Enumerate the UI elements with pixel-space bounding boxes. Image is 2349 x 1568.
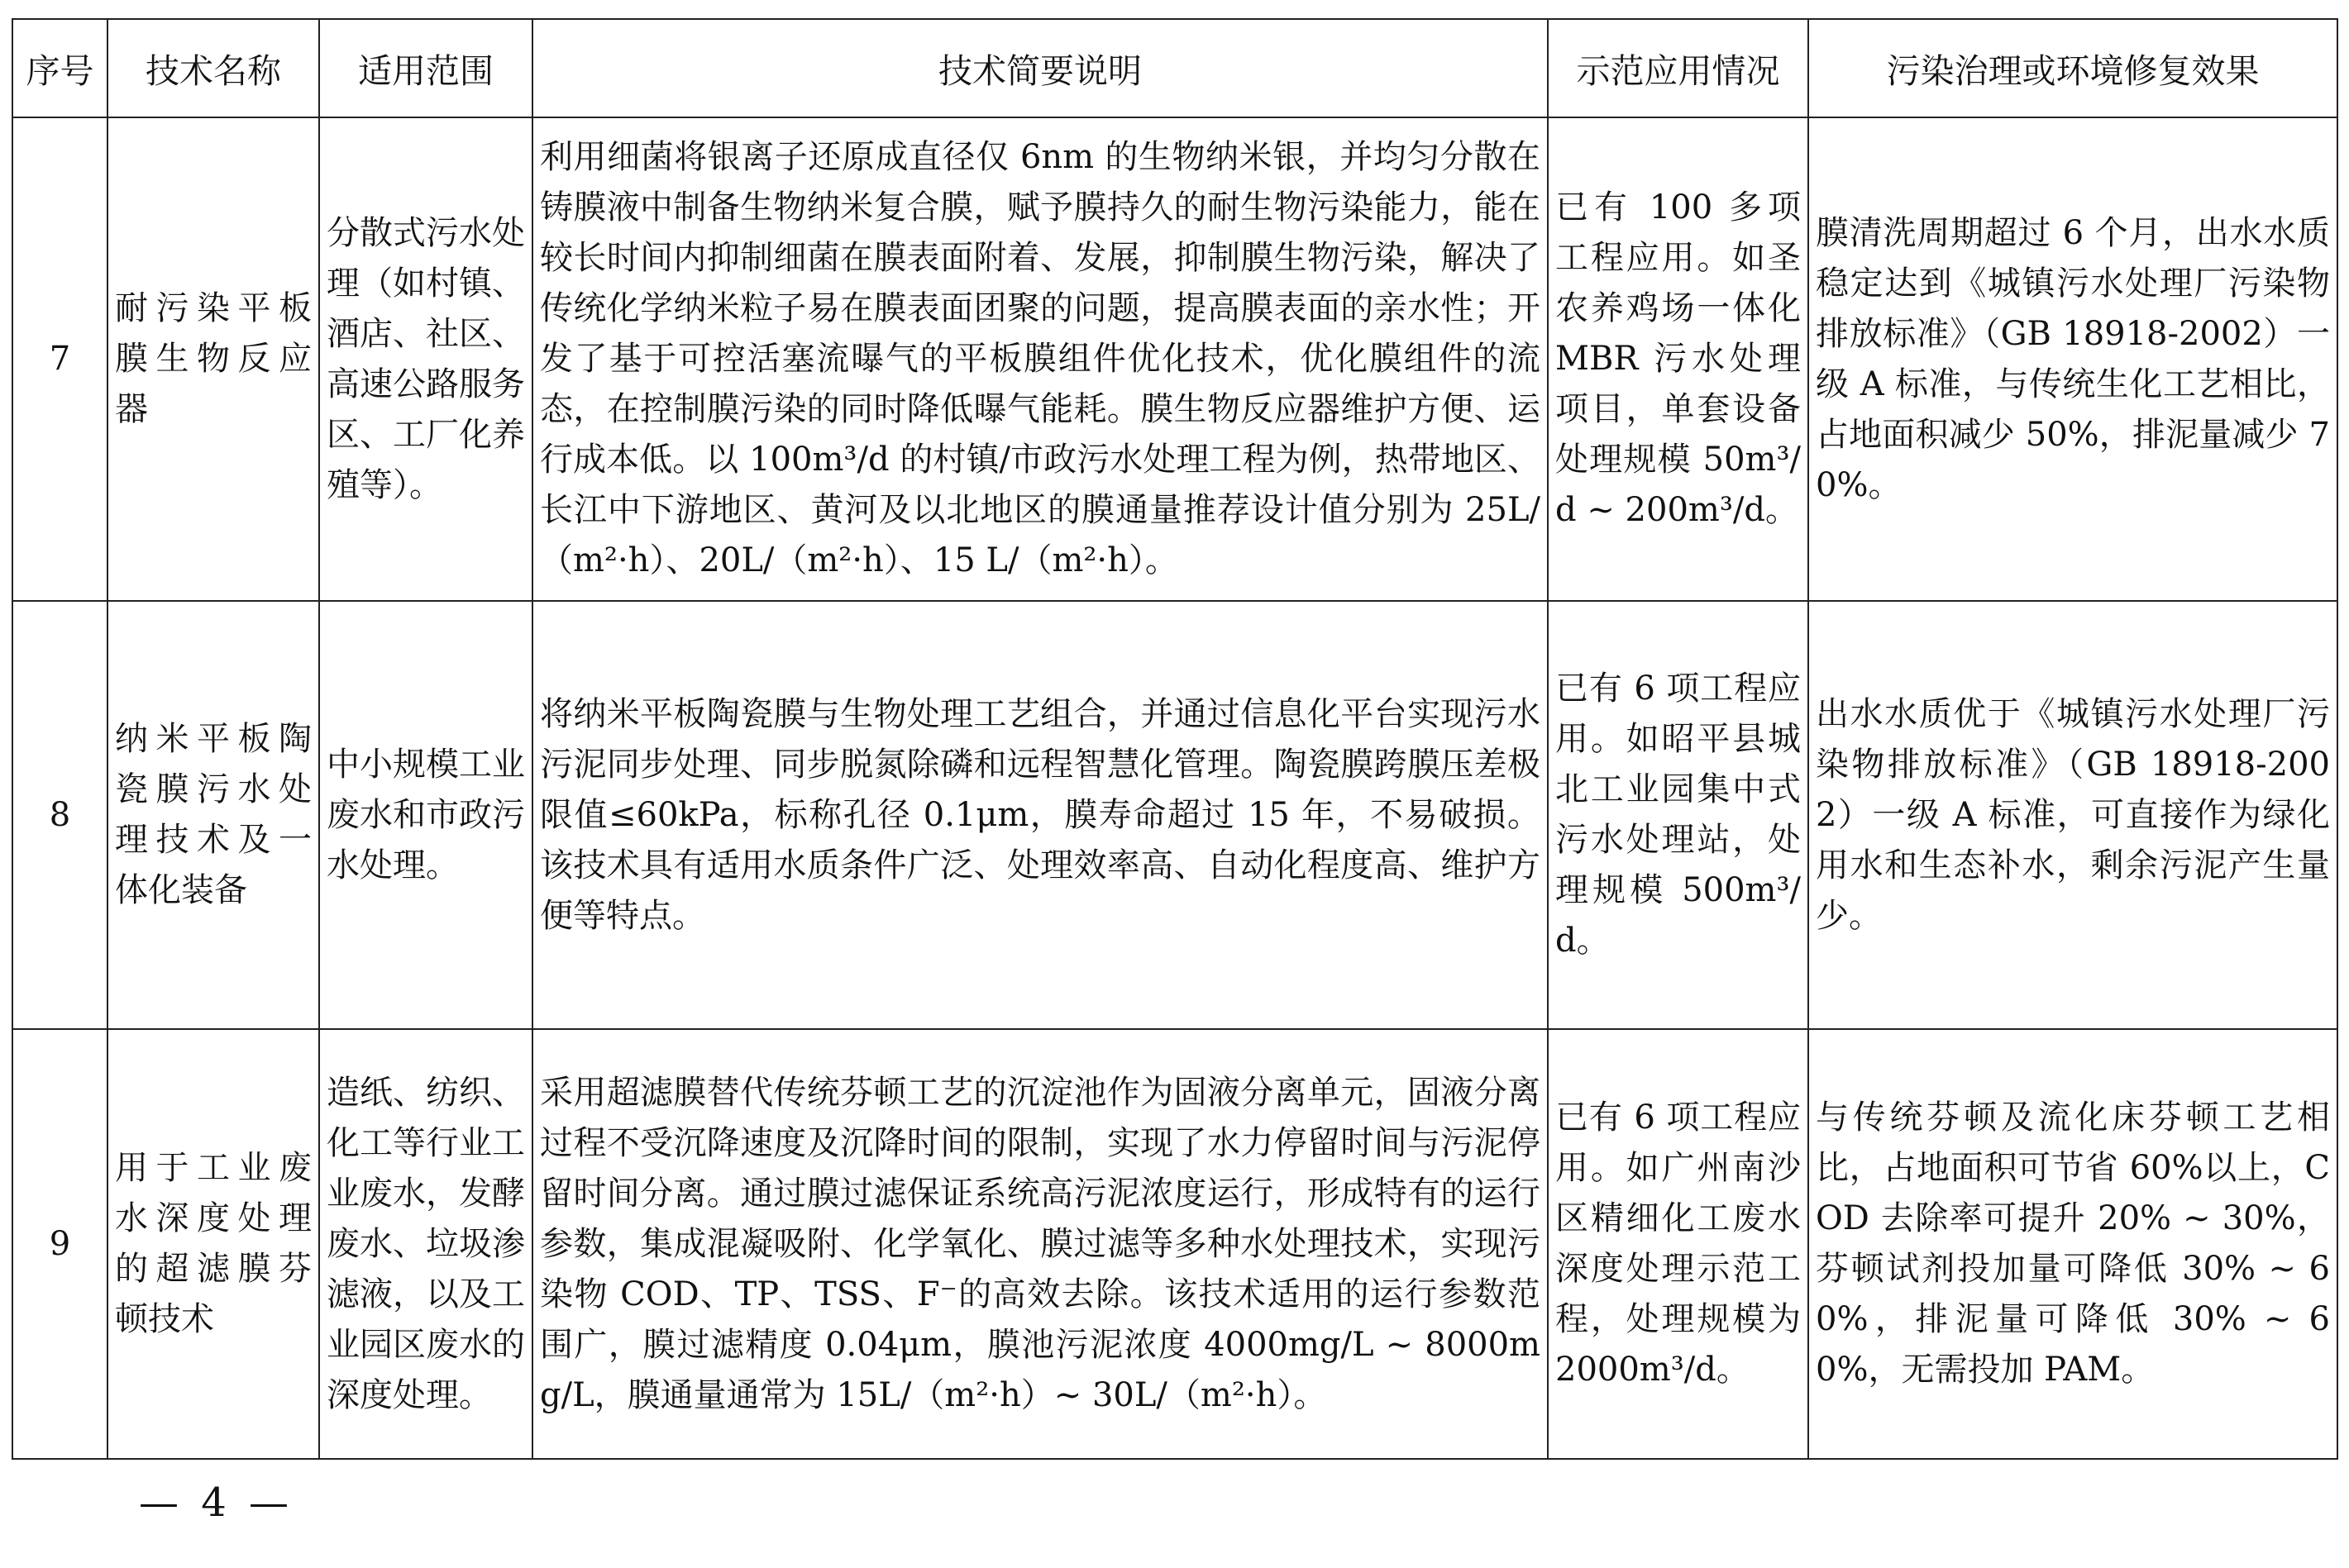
row-number: 9 <box>12 1029 107 1459</box>
effect-cell: 膜清洗周期超过 6 个月，出水水质稳定达到《城镇污水处理厂污染物排放标准》（GB 18918-2002）一级 A 标准，与传统生化工艺相比，占地面积减少 50%，排泥量减少 70%。 <box>1808 117 2337 601</box>
header-scope: 适用范围 <box>319 19 532 117</box>
header-effect: 污染治理或环境修复效果 <box>1808 19 2337 117</box>
header-description: 技术简要说明 <box>532 19 1548 117</box>
table-row <box>12 601 2337 1029</box>
page-number: — 4 — <box>139 1480 294 1526</box>
technology-table <box>12 18 2338 1460</box>
effect-cell: 与传统芬顿及流化床芬顿工艺相比，占地面积可节省 60%以上，COD 去除率可提升 20% ~ 30%，芬顿试剂投加量可降低 30% ~ 60%，排泥量可降低 30% ~ 60%，无需投加 PAM。 <box>1808 1029 2337 1459</box>
scope-cell: 中小规模工业废水和市政污水处理。 <box>319 601 532 1029</box>
tech-name-cell: 用于工业废水深度处理的超滤膜芬顿技术 <box>107 1029 319 1459</box>
row-number: 8 <box>12 601 107 1029</box>
tech-name-cell: 纳米平板陶瓷膜污水处理技术及一体化装备 <box>107 601 319 1029</box>
effect-cell: 出水水质优于《城镇污水处理厂污染物排放标准》（GB 18918-2002）一级 A 标准，可直接作为绿化用水和生态补水，剩余污泥产生量少。 <box>1808 601 2337 1029</box>
table-row <box>12 1029 2337 1459</box>
description-cell: 利用细菌将银离子还原成直径仅 6nm 的生物纳米银，并均匀分散在铸膜液中制备生物纳米复合膜，赋予膜持久的耐生物污染能力，能在较长时间内抑制细菌在膜表面附着、发展，抑制膜生物污染，解决了传统化学纳米粒子易在膜表面团聚的问题，提高膜表面的亲水性；开发了基于可控活塞流曝气的平板膜组件优化技术，优化膜组件的流态，在控制膜污染的同时降低曝气能耗。膜生物反应器维护方便、运行成本低。以 100m³/d 的村镇/市政污水处理工程为例，热带地区、长江中下游地区、黄河及以北地区的膜通量推荐设计值分别为 25L/（m²·h）、20L/（m²·h）、15 L/（m²·h）。 <box>532 117 1548 601</box>
description-cell: 将纳米平板陶瓷膜与生物处理工艺组合，并通过信息化平台实现污水污泥同步处理、同步脱氮除磷和远程智慧化管理。陶瓷膜跨膜压差极限值≤60kPa，标称孔径 0.1μm，膜寿命超过 15 年，不易破损。该技术具有适用水质条件广泛、处理效率高、自动化程度高、维护方便等特点。 <box>532 601 1548 1029</box>
table-header-row <box>12 19 2337 117</box>
scope-cell: 造纸、纺织、化工等行业工业废水，发酵废水、垃圾渗滤液，以及工业园区废水的深度处理。 <box>319 1029 532 1459</box>
header-demo-application: 示范应用情况 <box>1548 19 1808 117</box>
demo-cell: 已有 100 多项工程应用。如圣农养鸡场一体化 MBR 污水处理项目，单套设备处理规模 50m³/d ~ 200m³/d。 <box>1548 117 1808 601</box>
tech-name-cell: 耐污染平板膜生物反应器 <box>107 117 319 601</box>
scope-cell: 分散式污水处理（如村镇、酒店、社区、高速公路服务区、工厂化养殖等）。 <box>319 117 532 601</box>
row-number: 7 <box>12 117 107 601</box>
description-cell: 采用超滤膜替代传统芬顿工艺的沉淀池作为固液分离单元，固液分离过程不受沉降速度及沉降时间的限制，实现了水力停留时间与污泥停留时间分离。通过膜过滤保证系统高污泥浓度运行，形成特有的运行参数，集成混凝吸附、化学氧化、膜过滤等多种水处理技术，实现污染物 COD、TP、TSS、F⁻的高效去除。该技术适用的运行参数范围广，膜过滤精度 0.04μm，膜池污泥浓度 4000mg/L ~ 8000mg/L，膜通量通常为 15L/（m²·h）~ 30L/（m²·h）。 <box>532 1029 1548 1459</box>
demo-cell: 已有 6 项工程应用。如昭平县城北工业园集中式污水处理站，处理规模 500m³/d。 <box>1548 601 1808 1029</box>
header-tech-name: 技术名称 <box>107 19 319 117</box>
table-row <box>12 117 2337 601</box>
demo-cell: 已有 6 项工程应用。如广州南沙区精细化工废水深度处理示范工程，处理规模为 2000m³/d。 <box>1548 1029 1808 1459</box>
header-no: 序号 <box>12 19 107 117</box>
